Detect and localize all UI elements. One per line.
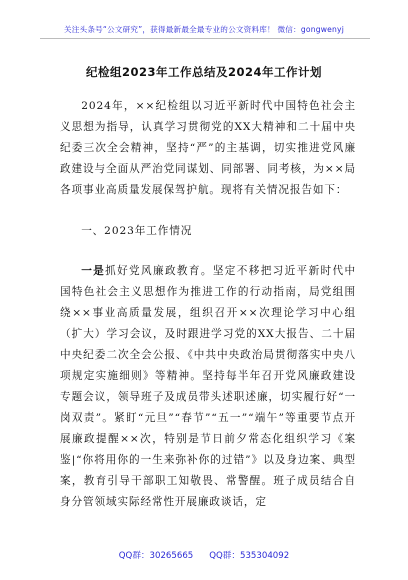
header-banner: 关注头条号“公文研究”，获得最新最全最专业的公文资料库！ 微信：gongwenyj bbox=[63, 25, 345, 34]
footer-contacts bbox=[0, 549, 408, 561]
document-title: 纪检组2023年工作总结及2024年工作计划 bbox=[85, 65, 322, 79]
document-body bbox=[60, 96, 356, 513]
paragraph-body: 抓好党风廉政教育。坚定不移把习近平新时代中国特色社会主义思想作为推进工作的行动指南，局党组围绕××事业高质量发展，组织召开××次理论学习中心组（扩大）学习会议，及时跟进学习党的XX大报告、二十届中央纪委二次全会公报、《中共中央政治局贯彻落实中央八项规定实施细则》等精神。坚持每半年召开党风廉政建设专题会议，领导班子及成员带头述职述廉，切实履行好“一岗双责”。紧盯“元旦”“春节”“五一”“端午”等重要节点开展廉政提醒××次，特别是节日前夕常态化组织学习《案鉴|“你将用你的一生来弥补你的过错”》以及身边案、典型案，教育引导干部职工知敬畏、常警醒。班子成员结合自身分管领域实际经常性开展廉政谈话，定 bbox=[60, 265, 356, 508]
intro-paragraph: 2024年，××纪检组以习近平新时代中国特色社会主义思想为指导，认真学习贯彻党的XX大精神和二十届中央纪委三次全会精神，坚持“严”的主基调，切实推进党风廉政建设与全面从严治党同谋划、同部署、同考核，为××局各项事业高质量发展保驾护航。现将有关情况报告如下： bbox=[60, 100, 356, 196]
footer-qq-group-1: QQ群：30265665 bbox=[118, 551, 194, 561]
section-heading: 一、2023年工作情况 bbox=[81, 225, 193, 237]
footer-qq-group-2: QQ群：535304092 bbox=[209, 551, 290, 561]
paragraph-lead: 一是 bbox=[81, 265, 106, 277]
header-divider bbox=[40, 38, 370, 39]
section-paragraph bbox=[60, 261, 356, 513]
